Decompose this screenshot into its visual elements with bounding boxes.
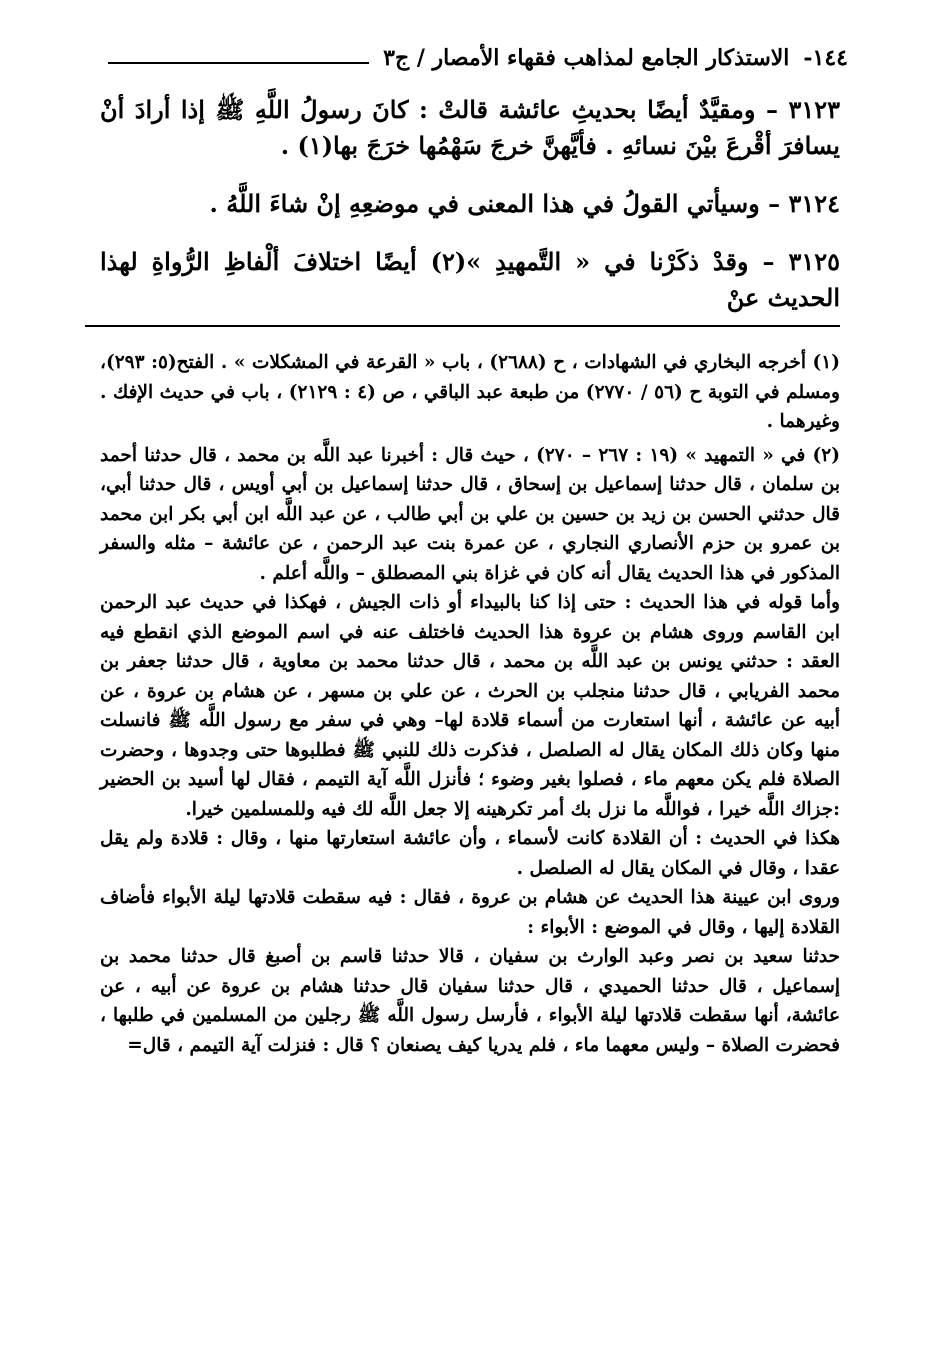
- page-header: [108, 36, 848, 72]
- paragraph-3124: ٣١٢٤ – وسيأتي القولُ في هذا المعنى في موضعِهِ إنْ شاءَ اللَّهُ .: [209, 189, 840, 218]
- footnotes: [100, 348, 840, 1060]
- footnote-2-continuation-d: حدثنا سعيد بن نصر وعبد الوارث بن سفيان ، قالا حدثنا قاسم بن أصبغ قال حدثنا محمد بن إسماعيل ، قال حدثنا الحميدي ، قال حدثنا سفيان قال حدثنا هشام بن عروة عن أبيه ، عن عائشة، أنها سقطت قلادتها ليلة الأبواء ، فأرسل رسول اللَّه ﷺ رجلين من المسلمين في طلبها ، فحضرت الصلاة – وليس معهما ماء ، فلم يدريا كيف يصنعان ؟ قال : فنزلت آية التيمم ، قال=: [100, 946, 840, 1056]
- book-title: الاستذكار الجامع لمذاهب فقهاء الأمصار / ج٣: [383, 45, 790, 71]
- header-rule: [108, 62, 369, 64]
- footnote-1: (١) أخرجه البخاري في الشهادات ، ح (٢٦٨٨) ، باب « القرعة في المشكلات » . الفتح(٥: ٢٩٣)، ومسلم في التوبة ح (٥٦ / ٢٧٧٠) من طبعة عبد الباقي ، ص (٤ : ٢١٢٩) ، باب في حديث الإفك . وغيرهما .: [100, 352, 840, 432]
- paragraph-3125: ٣١٢٥ – وقدْ ذكَرْنا في « التَّمهيدِ »(٢) أيضًا اختلافَ ألْفاظِ الرُّواةِ لهذا الحديث عنْ: [100, 247, 841, 312]
- footnote-2-continuation-b: هكذا في الحديث : أن القلادة كانت لأسماء ، وأن عائشة استعارتها منها ، وقال : قلادة ولم يقل عقدا ، وقال في المكان يقال له الصلصل .: [100, 828, 840, 879]
- footnote-2-continuation-a: وأما قوله في هذا الحديث : حتى إذا كنا بالبيداء أو ذات الجيش ، فهكذا في حديث عبد الرحمن ابن القاسم وروى هشام بن عروة هذا الحديث فاختلف عنه في اسم الموضع الذي انقطع فيه العقد : حدثني يونس بن عبد اللَّه بن محمد ، قال حدثنا محمد بن معاوية ، قال حدثنا جعفر بن محمد الفريابي ، قال حدثنا منجلب بن الحرث ، عن علي بن مسهر ، عن هشام بن عروة ، عن أبيه عن عائشة ، أنها استعارت من أسماء قلادة لها– وهي في سفر مع رسول اللَّه ﷺ فانسلت منها وكان ذلك المكان يقال له الصلصل ، فذكرت ذلك للنبي ﷺ فطلبوها حتى وجدوها ، وحضرت الصلاة فلم يكن معهم ماء ، فصلوا بغير وضوء ؛ فأنزل اللَّه آية التيمم ، فقال لها أسيد بن الحضير :جزاك اللَّه خيرا ، فواللَّه ما نزل بك أمر تكرهينه إلا جعل اللَّه لك فيه وللمسلمين خيرا.: [100, 592, 840, 820]
- main-text: [100, 92, 840, 338]
- footnote-2-continuation-c: وروى ابن عيينة هذا الحديث عن هشام بن عروة ، فقال : فيه سقطت قلادتها ليلة الأبواء فأضاف القلادة إليها ، وقال في الموضع : الأبواء :: [100, 887, 840, 938]
- paragraph-3123: ٣١٢٣ – ومقيَّدٌ أيضًا بحديثِ عائشة قالتْ : كانَ رسولُ اللَّهِ ﷺ إذا أرادَ أنْ يسافرَ أقْرعَ بيْنَ نسائهِ . فأيَّهنَّ خرجَ سَهْمُها خرَجَ بها(١) .: [100, 95, 840, 160]
- footnote-separator: [85, 325, 840, 327]
- page-number: ١٤٤-: [803, 45, 848, 71]
- footnote-2: (٢) في « التمهيد » (١٩ : ٢٦٧ – ٢٧٠) ، حيث قال : أخبرنا عبد اللَّه بن محمد ، قال حدثنا أحمد بن سلمان ، قال حدثنا إسماعيل بن إسحاق ، قال حدثنا إسماعيل بن أبي أويس ، قال حدثنا أبي، قال حدثني الحسن بن زيد بن حسين بن علي بن أبي طالب ، عن عبد اللَّه ابن أبي بكر ابن محمد بن عمرو بن حزم الأنصاري النجاري ، عن عمرة بنت عبد الرحمن ، عن عائشة – مثله والسفر المذكور في هذا الحديث يقال أنه كان في غزاة بني المصطلق – واللَّه أعلم .: [100, 444, 840, 584]
